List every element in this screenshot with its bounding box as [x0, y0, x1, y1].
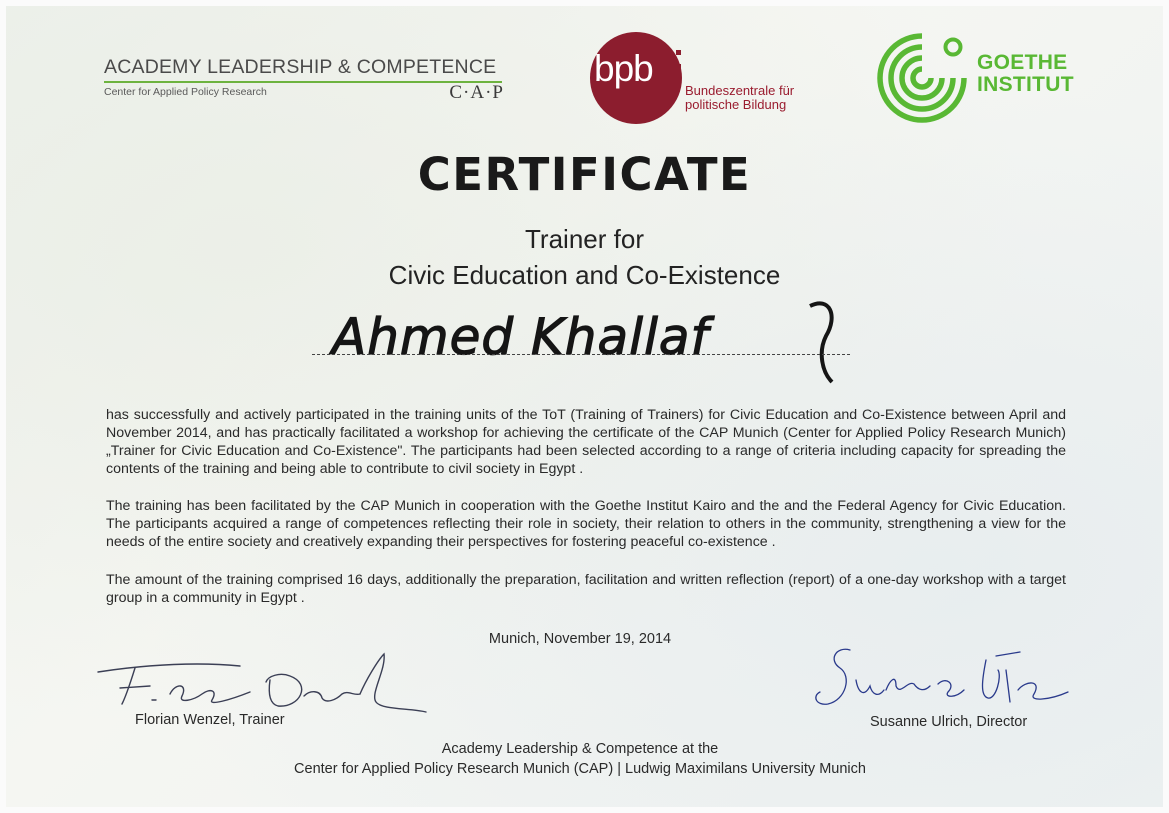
footer-line-2: Center for Applied Policy Research Munich (CAP) | Ludwig Maximilans University Munich — [294, 761, 866, 777]
certificate-subtitle-line1: Trainer for — [525, 224, 644, 254]
trainer-signature-scribble — [90, 650, 430, 720]
cap-logo-mark: C·A·P — [449, 82, 504, 103]
recipient-name-handwritten — [310, 296, 870, 386]
certificate-subtitle-line2: Civic Education and Co-Existence — [388, 260, 781, 290]
goethe-logo-name — [977, 52, 1074, 96]
bpb-logo-name-line2: politische Bildung — [685, 97, 787, 112]
director-signature-scribble — [806, 640, 1076, 720]
goethe-logo-line2: INSTITUT — [977, 73, 1074, 96]
body-paragraph-3: The amount of the training comprised 16 days, additionally the preparation, facilitation and written reflection (report) of a one-day workshop with a target group in a community in Egypt . — [106, 572, 1066, 606]
bpb-logo-name-line1: Bundeszentrale für — [685, 83, 795, 98]
svg-text:Ahmed Khallaf: Ahmed Khallaf — [332, 308, 710, 366]
cap-logo-rule — [104, 81, 502, 83]
cap-logo-subtitle: Center for Applied Policy Research — [104, 86, 267, 98]
trainer-signature — [90, 650, 430, 720]
trainer-name: Florian Wenzel, Trainer — [135, 712, 285, 728]
body-paragraph-1: has successfully and actively participated in the training units of the ToT (Training of Trainers) for Civic Education and Co-Existence between April and November 2014, and has practically facilitated a workshop for achieving the certificate of the CAP Munich (Center for Applied Policy Research Munich) „Trainer for Civic Education and Co-Existence". The participants had been selected according to a range of criteria including capacity for spreading the contents of the training and being able to contribute to civil society in Egypt . — [106, 407, 1066, 477]
bpb-logo-colon — [676, 50, 682, 76]
bpb-logo — [590, 32, 830, 124]
cap-logo — [104, 56, 504, 103]
recipient-handwriting — [310, 296, 870, 386]
goethe-institut-logo — [876, 32, 1076, 124]
goethe-logo-line1: GOETHE — [977, 51, 1068, 74]
director-name: Susanne Ulrich, Director — [870, 714, 1028, 730]
place-and-date: Munich, November 19, 2014 — [488, 631, 672, 647]
recipient-name-line — [312, 354, 850, 355]
body-paragraph-2: The training has been facilitated by the CAP Munich in cooperation with the Goethe Institut Kairo and the and the Federal Agency for Civic Education. The participants acquired a range of competences reflecting their role in society, their relation to others in the community, strengthening a view for the needs of the entire society and creatively expanding their perspectives for fostering peaceful co-existence . — [106, 498, 1066, 550]
footer-line-1: Academy Leadership & Competence at the — [441, 741, 719, 757]
bpb-logo-name — [685, 84, 794, 112]
goethe-spiral-icon — [876, 32, 968, 124]
bpb-logo-mark: bpb — [594, 48, 653, 89]
director-signature — [806, 640, 1076, 720]
cap-logo-title: ACADEMY LEADERSHIP & COMPETENCE — [104, 56, 497, 78]
certificate-title: CERTIFICATE — [417, 148, 752, 201]
